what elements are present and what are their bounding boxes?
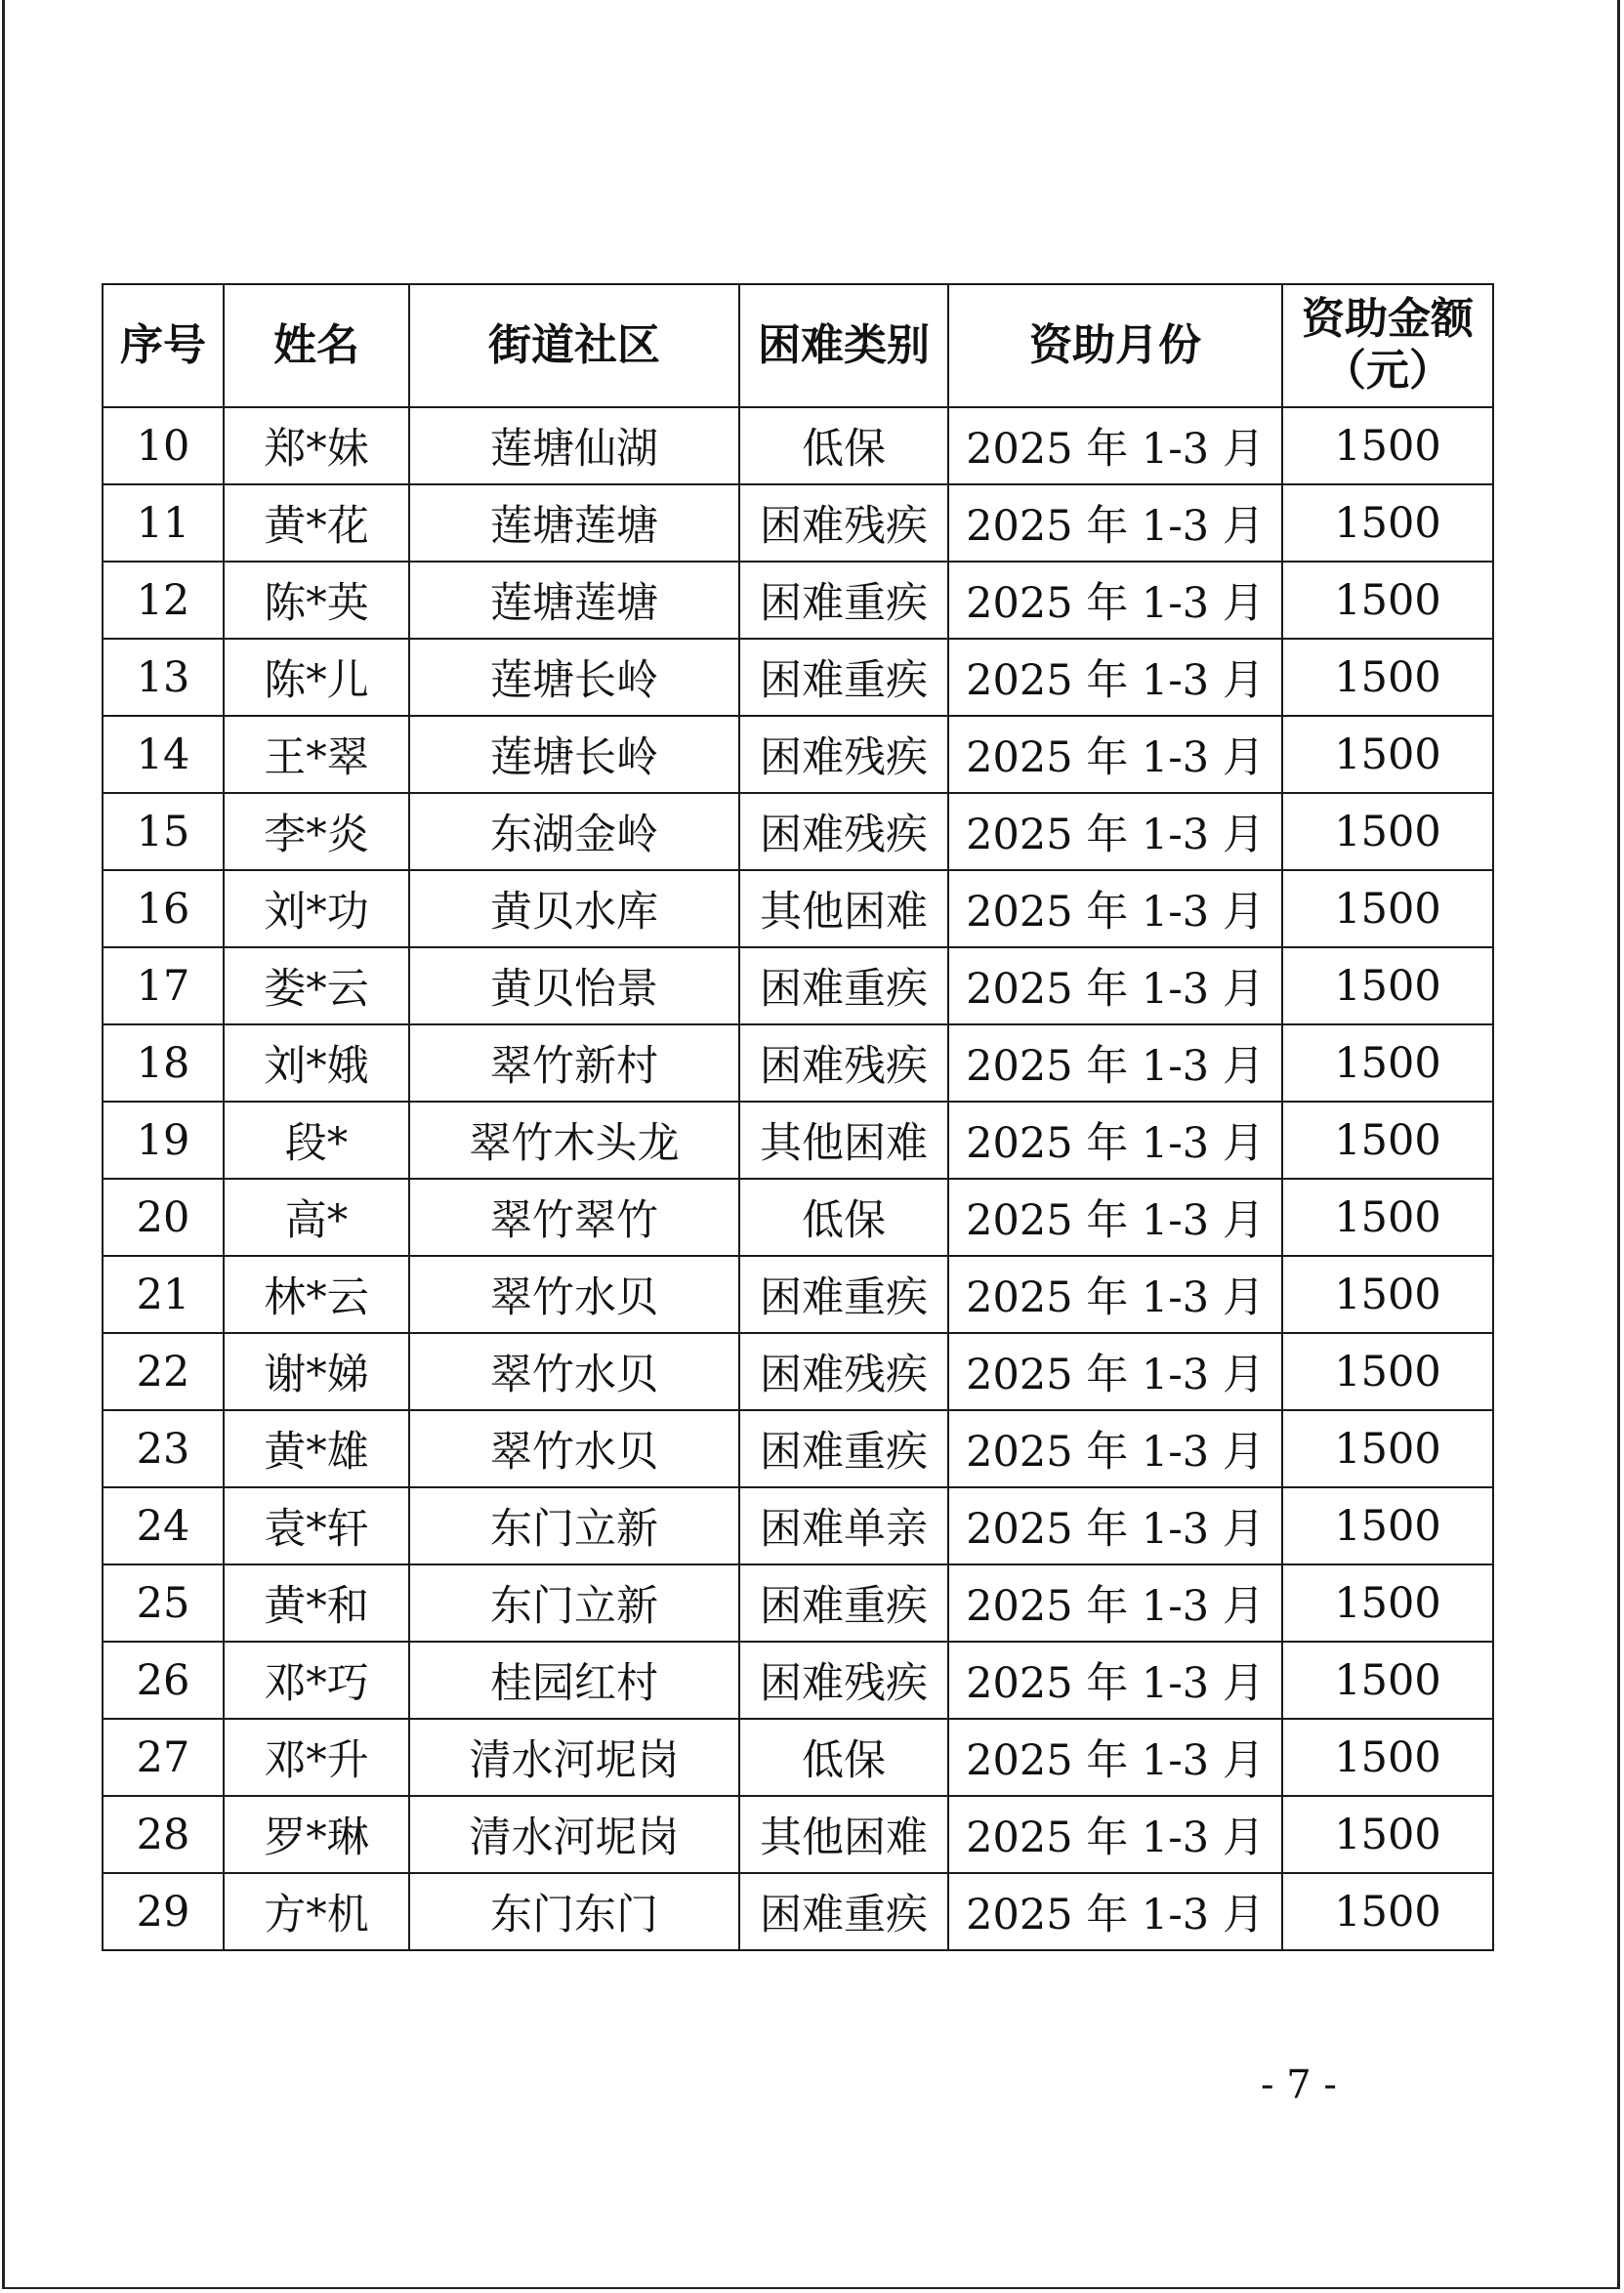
cell-amount: 1500 bbox=[1282, 1487, 1493, 1564]
cell-community: 莲塘长岭 bbox=[409, 716, 739, 793]
table-row bbox=[103, 947, 1493, 1024]
cell-index: 14 bbox=[103, 716, 224, 793]
table-row bbox=[103, 1333, 1493, 1410]
cell-community: 东门立新 bbox=[409, 1487, 739, 1564]
table-row bbox=[103, 793, 1493, 870]
cell-amount: 1500 bbox=[1282, 1564, 1493, 1642]
table-row bbox=[103, 1102, 1493, 1179]
header-community: 街道社区 bbox=[409, 284, 739, 407]
cell-amount: 1500 bbox=[1282, 1179, 1493, 1256]
table-row bbox=[103, 1487, 1493, 1564]
table-row bbox=[103, 484, 1493, 562]
table-header bbox=[103, 284, 1493, 407]
cell-amount: 1500 bbox=[1282, 562, 1493, 639]
cell-category: 其他困难 bbox=[739, 870, 948, 947]
table-container bbox=[102, 283, 1492, 1951]
table-row bbox=[103, 1410, 1493, 1487]
table-body bbox=[103, 407, 1493, 1950]
cell-month: 2025 年 1-3 月 bbox=[948, 1564, 1282, 1642]
cell-month: 2025 年 1-3 月 bbox=[948, 639, 1282, 716]
page-number: - 7 - bbox=[1261, 2063, 1337, 2107]
cell-community: 桂园红村 bbox=[409, 1642, 739, 1719]
cell-category: 困难残疾 bbox=[739, 1333, 948, 1410]
cell-amount: 1500 bbox=[1282, 1873, 1493, 1950]
table-row bbox=[103, 562, 1493, 639]
cell-month: 2025 年 1-3 月 bbox=[948, 1410, 1282, 1487]
cell-amount: 1500 bbox=[1282, 1024, 1493, 1102]
cell-month: 2025 年 1-3 月 bbox=[948, 1179, 1282, 1256]
table-row bbox=[103, 1564, 1493, 1642]
cell-community: 翠竹翠竹 bbox=[409, 1179, 739, 1256]
cell-amount: 1500 bbox=[1282, 1102, 1493, 1179]
cell-index: 18 bbox=[103, 1024, 224, 1102]
cell-name: 郑*妹 bbox=[224, 407, 409, 484]
cell-amount: 1500 bbox=[1282, 1410, 1493, 1487]
cell-month: 2025 年 1-3 月 bbox=[948, 407, 1282, 484]
cell-community: 莲塘莲塘 bbox=[409, 484, 739, 562]
cell-month: 2025 年 1-3 月 bbox=[948, 1719, 1282, 1796]
header-amount-line1: 资助金额 bbox=[1302, 294, 1474, 345]
cell-community: 翠竹新村 bbox=[409, 1024, 739, 1102]
table-row bbox=[103, 1256, 1493, 1333]
cell-name: 刘*功 bbox=[224, 870, 409, 947]
cell-index: 20 bbox=[103, 1179, 224, 1256]
cell-name: 李*炎 bbox=[224, 793, 409, 870]
table-row bbox=[103, 1024, 1493, 1102]
cell-community: 翠竹水贝 bbox=[409, 1256, 739, 1333]
cell-category: 困难残疾 bbox=[739, 484, 948, 562]
cell-name: 黄*花 bbox=[224, 484, 409, 562]
cell-category: 其他困难 bbox=[739, 1102, 948, 1179]
cell-name: 刘*娥 bbox=[224, 1024, 409, 1102]
cell-amount: 1500 bbox=[1282, 407, 1493, 484]
cell-category: 其他困难 bbox=[739, 1796, 948, 1873]
header-amount-line2: （元） bbox=[1323, 346, 1452, 396]
cell-index: 11 bbox=[103, 484, 224, 562]
header-amount bbox=[1282, 284, 1493, 407]
cell-category: 困难重疾 bbox=[739, 639, 948, 716]
cell-index: 22 bbox=[103, 1333, 224, 1410]
cell-amount: 1500 bbox=[1282, 484, 1493, 562]
cell-month: 2025 年 1-3 月 bbox=[948, 1256, 1282, 1333]
cell-index: 17 bbox=[103, 947, 224, 1024]
header-name: 姓名 bbox=[224, 284, 409, 407]
cell-name: 黄*雄 bbox=[224, 1410, 409, 1487]
cell-month: 2025 年 1-3 月 bbox=[948, 947, 1282, 1024]
cell-amount: 1500 bbox=[1282, 1256, 1493, 1333]
table-row bbox=[103, 1179, 1493, 1256]
cell-index: 15 bbox=[103, 793, 224, 870]
cell-index: 23 bbox=[103, 1410, 224, 1487]
cell-name: 方*机 bbox=[224, 1873, 409, 1950]
cell-name: 林*云 bbox=[224, 1256, 409, 1333]
cell-index: 16 bbox=[103, 870, 224, 947]
cell-community: 清水河坭岗 bbox=[409, 1796, 739, 1873]
cell-category: 困难重疾 bbox=[739, 562, 948, 639]
cell-index: 12 bbox=[103, 562, 224, 639]
cell-name: 段* bbox=[224, 1102, 409, 1179]
cell-amount: 1500 bbox=[1282, 1796, 1493, 1873]
cell-amount: 1500 bbox=[1282, 1642, 1493, 1719]
cell-amount: 1500 bbox=[1282, 1719, 1493, 1796]
cell-category: 困难重疾 bbox=[739, 1873, 948, 1950]
cell-amount: 1500 bbox=[1282, 1333, 1493, 1410]
cell-category: 困难重疾 bbox=[739, 1564, 948, 1642]
cell-community: 翠竹水贝 bbox=[409, 1410, 739, 1487]
cell-month: 2025 年 1-3 月 bbox=[948, 1796, 1282, 1873]
table-row bbox=[103, 1796, 1493, 1873]
cell-community: 东门东门 bbox=[409, 1873, 739, 1950]
cell-category: 困难重疾 bbox=[739, 947, 948, 1024]
cell-community: 清水河坭岗 bbox=[409, 1719, 739, 1796]
cell-name: 袁*轩 bbox=[224, 1487, 409, 1564]
cell-community: 翠竹木头龙 bbox=[409, 1102, 739, 1179]
table-row bbox=[103, 639, 1493, 716]
cell-index: 29 bbox=[103, 1873, 224, 1950]
cell-name: 邓*升 bbox=[224, 1719, 409, 1796]
cell-index: 25 bbox=[103, 1564, 224, 1642]
cell-month: 2025 年 1-3 月 bbox=[948, 1333, 1282, 1410]
cell-category: 困难残疾 bbox=[739, 716, 948, 793]
cell-community: 莲塘长岭 bbox=[409, 639, 739, 716]
cell-index: 19 bbox=[103, 1102, 224, 1179]
cell-community: 莲塘仙湖 bbox=[409, 407, 739, 484]
cell-community: 翠竹水贝 bbox=[409, 1333, 739, 1410]
cell-month: 2025 年 1-3 月 bbox=[948, 1487, 1282, 1564]
cell-community: 莲塘莲塘 bbox=[409, 562, 739, 639]
cell-index: 24 bbox=[103, 1487, 224, 1564]
cell-month: 2025 年 1-3 月 bbox=[948, 716, 1282, 793]
cell-index: 27 bbox=[103, 1719, 224, 1796]
cell-month: 2025 年 1-3 月 bbox=[948, 562, 1282, 639]
cell-category: 困难单亲 bbox=[739, 1487, 948, 1564]
table-row bbox=[103, 870, 1493, 947]
cell-category: 困难残疾 bbox=[739, 1642, 948, 1719]
table-row bbox=[103, 1873, 1493, 1950]
cell-month: 2025 年 1-3 月 bbox=[948, 1873, 1282, 1950]
cell-amount: 1500 bbox=[1282, 639, 1493, 716]
cell-category: 低保 bbox=[739, 407, 948, 484]
cell-index: 10 bbox=[103, 407, 224, 484]
cell-name: 娄*云 bbox=[224, 947, 409, 1024]
cell-month: 2025 年 1-3 月 bbox=[948, 1642, 1282, 1719]
cell-name: 罗*琳 bbox=[224, 1796, 409, 1873]
cell-category: 困难残疾 bbox=[739, 1024, 948, 1102]
cell-month: 2025 年 1-3 月 bbox=[948, 1024, 1282, 1102]
cell-community: 黄贝水库 bbox=[409, 870, 739, 947]
table-row bbox=[103, 407, 1493, 484]
header-category: 困难类别 bbox=[739, 284, 948, 407]
cell-community: 东门立新 bbox=[409, 1564, 739, 1642]
table-row bbox=[103, 1719, 1493, 1796]
header-index: 序号 bbox=[103, 284, 224, 407]
cell-community: 东湖金岭 bbox=[409, 793, 739, 870]
cell-name: 高* bbox=[224, 1179, 409, 1256]
cell-name: 邓*巧 bbox=[224, 1642, 409, 1719]
cell-month: 2025 年 1-3 月 bbox=[948, 793, 1282, 870]
cell-community: 黄贝怡景 bbox=[409, 947, 739, 1024]
cell-amount: 1500 bbox=[1282, 716, 1493, 793]
table-row bbox=[103, 1642, 1493, 1719]
cell-index: 28 bbox=[103, 1796, 224, 1873]
cell-name: 陈*儿 bbox=[224, 639, 409, 716]
cell-name: 黄*和 bbox=[224, 1564, 409, 1642]
cell-month: 2025 年 1-3 月 bbox=[948, 1102, 1282, 1179]
cell-category: 困难重疾 bbox=[739, 1256, 948, 1333]
cell-index: 13 bbox=[103, 639, 224, 716]
cell-index: 21 bbox=[103, 1256, 224, 1333]
cell-name: 谢*娣 bbox=[224, 1333, 409, 1410]
cell-amount: 1500 bbox=[1282, 870, 1493, 947]
cell-name: 王*翠 bbox=[224, 716, 409, 793]
cell-amount: 1500 bbox=[1282, 793, 1493, 870]
cell-category: 低保 bbox=[739, 1719, 948, 1796]
cell-month: 2025 年 1-3 月 bbox=[948, 870, 1282, 947]
cell-category: 困难重疾 bbox=[739, 1410, 948, 1487]
cell-category: 困难残疾 bbox=[739, 793, 948, 870]
table-row bbox=[103, 716, 1493, 793]
aid-recipients-table bbox=[102, 283, 1494, 1951]
cell-month: 2025 年 1-3 月 bbox=[948, 484, 1282, 562]
cell-amount: 1500 bbox=[1282, 947, 1493, 1024]
header-month: 资助月份 bbox=[948, 284, 1282, 407]
cell-name: 陈*英 bbox=[224, 562, 409, 639]
cell-index: 26 bbox=[103, 1642, 224, 1719]
header-row bbox=[103, 284, 1493, 407]
cell-category: 低保 bbox=[739, 1179, 948, 1256]
